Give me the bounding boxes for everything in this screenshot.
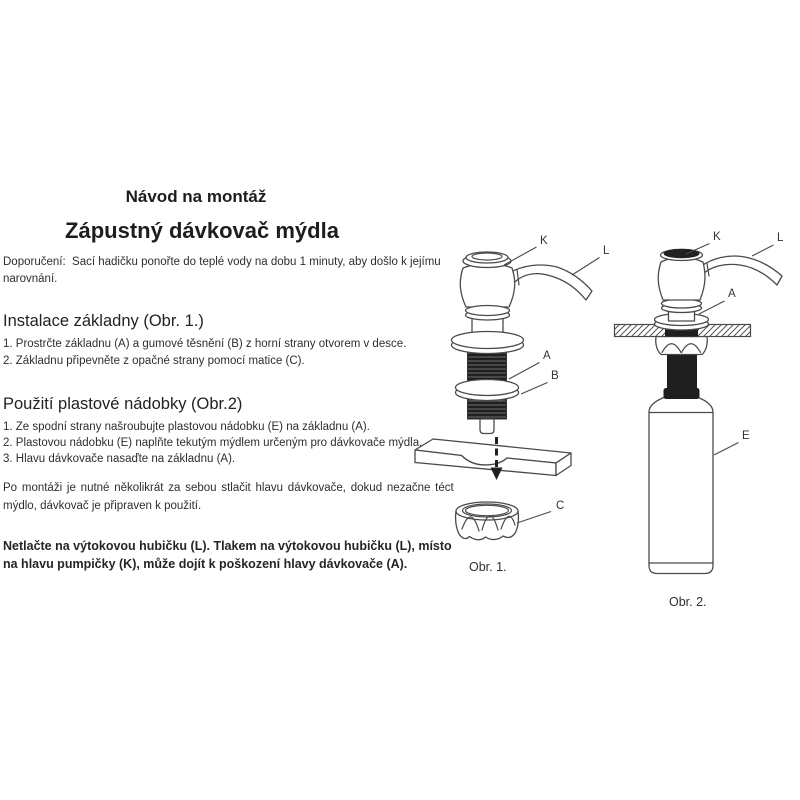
soap-bottle (649, 397, 713, 574)
label-k: K (713, 231, 721, 243)
step-item: 1. Ze spodní strany našroubujte plastovou nádobku (E) na základnu (A). (3, 421, 370, 433)
label-l: L (603, 245, 610, 257)
pump-head (655, 249, 783, 330)
section2-heading: Použití plastové nádobky (Obr.2) (3, 395, 243, 413)
note-line: mýdlo, dávkovač je připraven k použití. (3, 499, 202, 512)
label-k: K (540, 235, 548, 247)
step-item: 1. Prostrčte základnu (A) a gumové těsnění (B) z horní strany otvorem v desce. (3, 338, 407, 350)
label-l: L (777, 232, 784, 244)
figure1-caption: Obr. 1. (469, 560, 507, 574)
warning-line: na hlavu pumpičky (K), může dojít k poškození hlavy dávkovače (A). (3, 556, 408, 571)
section1-heading: Instalace základny (Obr. 1.) (3, 312, 204, 330)
spout (700, 256, 782, 285)
warning-line: Netlačte na výtokovou hubičku (L). Tlakem na výtokovou hubičku (L), místo (3, 539, 452, 553)
note-line: Po montáži je nutné několikrát za sebou stlačit hlavu dávkovače, dokud nezačne téct (3, 482, 454, 494)
pump-head (452, 252, 593, 354)
figure-2-diagram (605, 225, 800, 615)
head-body (658, 258, 705, 301)
mounting-nut (456, 502, 519, 540)
figure-1-diagram (405, 228, 615, 578)
label-c: C (556, 500, 565, 512)
section2-steps (3, 419, 422, 467)
step-item: 3. Hlavu dávkovače nasaďte na základnu (A). (3, 453, 236, 465)
step-item: 2. Plastovou nádobku (E) naplňte tekutým mýdlem určeným pro dávkovače mýdla. (3, 437, 423, 449)
recommendation-line: narovnání. (3, 273, 58, 285)
head-body (460, 264, 514, 308)
page-title: Návod na montáž (125, 187, 267, 206)
label-a: A (543, 350, 551, 362)
label-b: B (551, 370, 559, 382)
product-title: Zápustný dávkovač mýdla (65, 218, 339, 243)
after-assembly-note (3, 480, 454, 515)
figure2-caption: Obr. 2. (669, 595, 707, 609)
step-item: 2. Základnu připevněte z opačné strany pomocí matice (C). (3, 355, 305, 367)
bottle-cap-ring (664, 388, 700, 399)
label-e: E (742, 430, 750, 442)
warning-paragraph (3, 538, 452, 573)
shaft-tip (480, 419, 494, 434)
recommendation-paragraph (3, 254, 441, 288)
gasket-washer (456, 380, 519, 401)
recommendation-line: Doporučení: Sací hadičku ponořte do teplé vody na dobu 1 minuty, aby došlo k jejímu (3, 256, 441, 268)
label-a: A (728, 288, 736, 300)
section1-steps (3, 336, 406, 370)
retaining-nut (656, 337, 708, 355)
